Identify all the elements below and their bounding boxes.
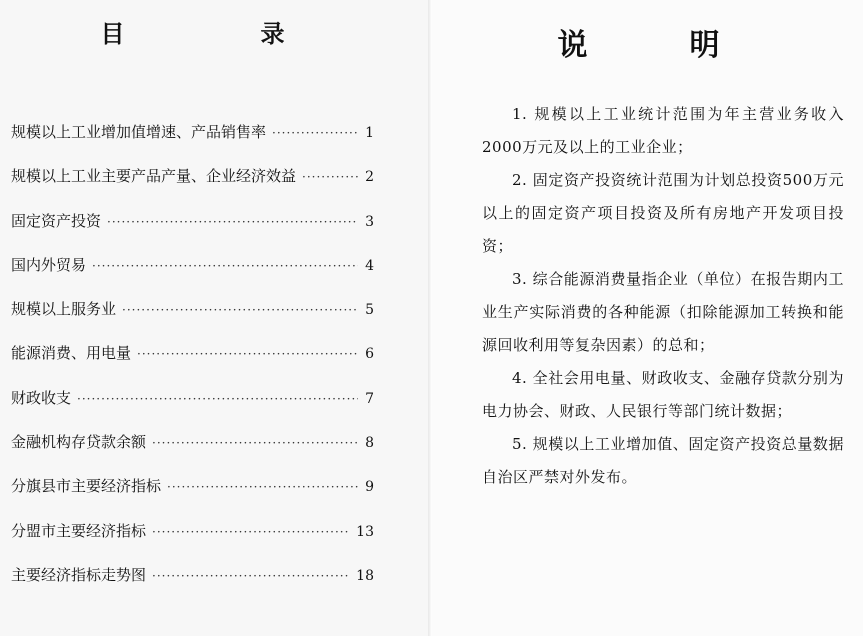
toc-item: [11, 210, 374, 254]
toc-item: [11, 387, 374, 431]
toc-item-page: 2: [365, 169, 374, 186]
toc-item-page: 6: [365, 346, 374, 363]
toc-item: [11, 254, 374, 298]
toc-item-label: 分旗县市主要经济指标: [11, 477, 162, 496]
toc-item-label: 分盟市主要经济指标: [11, 521, 147, 540]
toc-leader-dots: [152, 436, 358, 450]
toc-leader-dots: [302, 170, 358, 184]
toc-item: [11, 520, 374, 564]
toc-item: [11, 298, 374, 342]
toc-page: [0, 0, 430, 636]
notes-list: [482, 98, 844, 494]
toc-item: [11, 165, 374, 209]
toc-item-page: 5: [365, 302, 374, 319]
note-paragraph: 3. 综合能源消费量指企业（单位）在报告期内工业生产实际消费的各种能源（扣除能源加工转换和能源回收利用等复杂因素）的总和；: [482, 270, 844, 354]
toc-item-label: 固定资产投资: [11, 211, 102, 230]
toc-leader-dots: [122, 303, 358, 317]
toc-item-label: 规模以上工业主要产品产量、企业经济效益: [11, 167, 297, 186]
toc-item-label: 国内外贸易: [11, 255, 87, 274]
toc-leader-dots: [152, 525, 350, 539]
notes-page: [432, 0, 863, 636]
toc-item-label: 规模以上服务业: [11, 300, 117, 319]
toc-leader-dots: [272, 126, 358, 140]
toc-item-page: 18: [356, 567, 374, 584]
toc-item: [11, 121, 374, 165]
note-paragraph: 5. 规模以上工业增加值、固定资产投资总量数据自治区严禁对外发布。: [482, 435, 844, 486]
toc-item-page: 4: [365, 257, 374, 274]
toc-item-label: 规模以上工业增加值增速、产品销售率: [11, 123, 267, 141]
toc-item: [11, 431, 374, 475]
toc-item-label: 能源消费、用电量: [11, 344, 132, 363]
toc-item: [11, 342, 374, 386]
note-paragraph: 4. 全社会用电量、财政收支、金融存贷款分别为电力协会、财政、人民银行等部门统计数据；: [482, 369, 844, 420]
toc-item-page: 7: [365, 390, 374, 407]
toc-title: 目 录: [100, 19, 341, 48]
toc-item-page: 3: [365, 213, 374, 230]
notes-title: 说 明: [557, 28, 756, 63]
toc-item-page: 8: [365, 435, 374, 452]
note-paragraph: 1. 规模以上工业统计范围为年主营业务收入2000万元及以上的工业企业；: [482, 105, 844, 156]
note-paragraph: 2. 固定资产投资统计范围为计划总投资500万元以上的固定资产项目投资及所有房地产开发项目投资；: [482, 171, 844, 255]
toc-item: [11, 564, 374, 608]
toc-leader-dots: [137, 347, 358, 361]
toc-item-label: 金融机构存贷款余额: [11, 433, 147, 452]
toc-item-page: 13: [356, 523, 374, 540]
toc-item-page: 1: [365, 125, 374, 141]
toc-item-page: 9: [365, 479, 374, 496]
toc-item-label: 主要经济指标走势图: [11, 565, 147, 584]
toc-item-label: 财政收支: [11, 388, 72, 407]
toc-leader-dots: [167, 480, 358, 494]
toc-leader-dots: [92, 259, 358, 273]
toc-leader-dots: [77, 392, 358, 406]
toc-item: [11, 475, 374, 519]
toc-leader-dots: [107, 215, 358, 229]
toc-leader-dots: [152, 569, 350, 583]
toc-list: [11, 121, 374, 608]
